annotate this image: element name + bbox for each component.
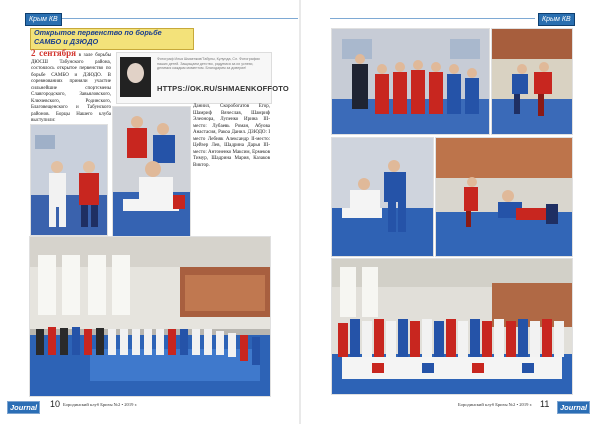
article-paragraph-left: в зале борьбы ДЮСШ Табунского района, состоялось открытое первенство по борьбе САМБО и ДЗЮДО. В соревнованиях приняли участие сильнейшие спортсмены Славгородского, Завьяловского, Ключевского, Родинского, Благовещенского и Табунского районов. Борцы Нашего клуба выступили: xyxy=(31,53,111,123)
photo-coach-kids xyxy=(112,106,191,237)
photographer-ad xyxy=(116,52,289,104)
article-text-left xyxy=(31,50,111,125)
photo-team-group xyxy=(331,28,490,135)
header-rule-left xyxy=(62,18,298,19)
article-date: 2 сентября xyxy=(31,48,76,58)
article-text-right: Даниил, Скоробогатов Егор, Шамриф Вячеслав, Шамриф Элеонора, Лупенко Ирина III-место: Лубаевь Роман, Абуова Анастасия, Ракоа Данил. ДЗЮДО: I место Лебняк Александр II-место: Цейзер Лев, Шадрина Дарья III-место: Антоненко Максим, Ермеков Тимур, Шадрина Мария, Казаков Виктор. xyxy=(193,104,270,168)
footer-badge-right: Journal xyxy=(557,401,590,414)
ad-caption: Фотограф Илья Шмаенков/Табуны, Кулунда, Сл. Фотографии наших детей. Защищаем детство, радуемся за их успехи, делимся каждым моментом. Благодарим за доверие! xyxy=(157,57,260,71)
photo-judo-throw xyxy=(331,137,434,257)
section-tag-right: Крым КВ xyxy=(538,13,575,26)
page-gutter xyxy=(299,0,301,424)
header-rule-right xyxy=(330,18,535,19)
page-number-left: 10 xyxy=(50,399,61,409)
ad-url[interactable]: HTTPS://OK.RU/SHMAENKOFFOTO xyxy=(157,84,289,93)
photographer-photo xyxy=(120,57,151,97)
section-tag-left: Крым КВ xyxy=(25,13,62,26)
photo-gym-lineup xyxy=(29,236,271,397)
article-title: Открытое первенство по борьбе САМБО и ДЗЮДО xyxy=(34,28,162,46)
photo-sambo-takedown xyxy=(435,137,573,257)
footer-text-left: Бородинский клуб Бризы №2 • 2019 г. xyxy=(63,402,138,407)
photo-sambo-match xyxy=(491,28,573,135)
footer-text-right: Бородинский клуб Бризы №2 • 2019 г. xyxy=(458,402,533,407)
photo-boy-wrestlers xyxy=(30,124,108,236)
footer-badge-left: Journal xyxy=(7,401,40,414)
page-number-right: 11 xyxy=(540,399,550,409)
photo-award-group xyxy=(331,258,573,395)
